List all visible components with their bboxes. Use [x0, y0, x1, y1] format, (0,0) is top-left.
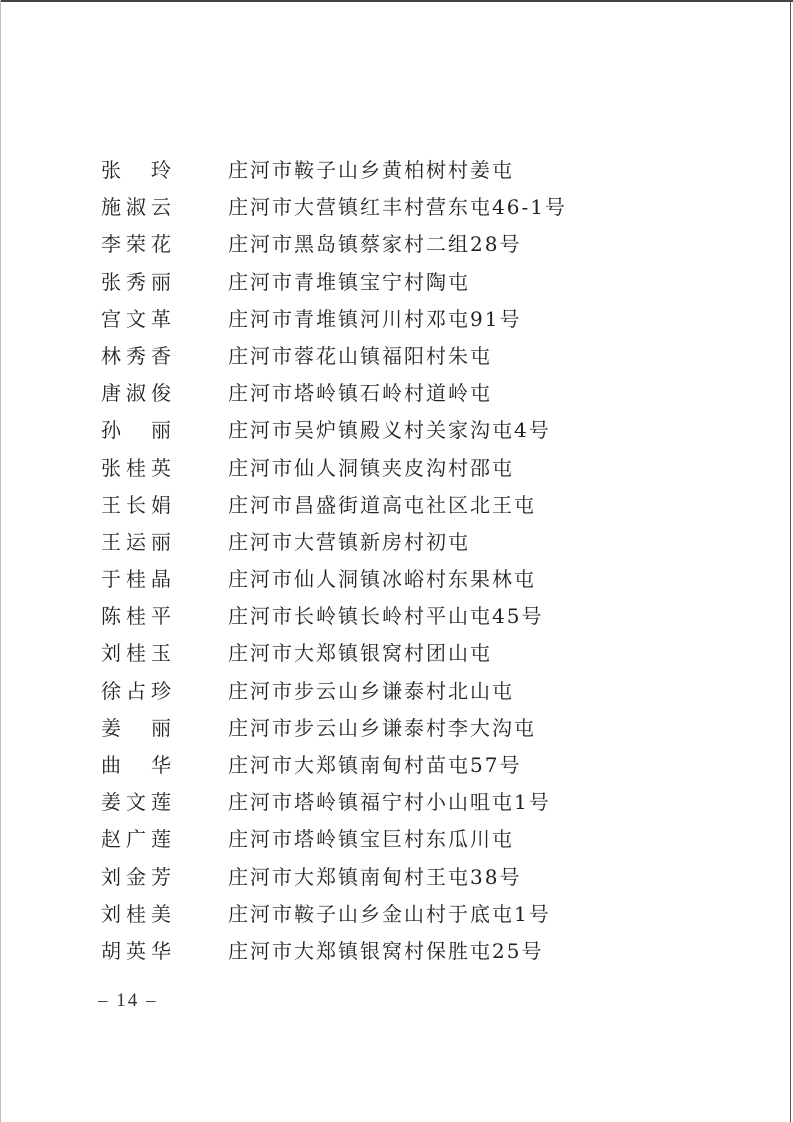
- list-item: [0, 635, 793, 672]
- list-item: [0, 859, 793, 896]
- person-name: 赵广莲: [101, 827, 171, 852]
- person-name: 王运丽: [101, 529, 171, 554]
- list-item: [0, 487, 793, 524]
- person-name: 刘桂美: [101, 901, 171, 926]
- list-item: [0, 301, 793, 338]
- list-item: [0, 226, 793, 263]
- person-address: 庄河市塔岭镇福宁村小山咀屯1号: [228, 790, 551, 815]
- person-name: 于桂晶: [101, 567, 171, 592]
- person-address: 庄河市仙人洞镇冰峪村东果林屯: [228, 567, 536, 592]
- person-address: 庄河市蓉花山镇福阳村朱屯: [228, 343, 492, 368]
- person-address: 庄河市大郑镇南甸村苗屯57号: [228, 753, 522, 777]
- person-name: 曲 华: [101, 753, 171, 777]
- list-item: [0, 933, 793, 970]
- person-name: 姜文莲: [101, 790, 171, 815]
- page-top-edge: [0, 0, 793, 2]
- person-name: 张 玲: [101, 158, 171, 182]
- list-item: [0, 747, 793, 784]
- list-item: [0, 524, 793, 561]
- person-address: 庄河市青堆镇宝宁村陶屯: [228, 269, 470, 294]
- person-address: 庄河市大郑镇银窝村保胜屯25号: [228, 938, 544, 963]
- person-address: 庄河市黑岛镇蔡家村二组28号: [228, 232, 522, 257]
- person-name: 胡英华: [101, 938, 171, 963]
- person-name: 孙 丽: [101, 418, 171, 443]
- list-item: [0, 189, 793, 226]
- person-name: 姜 丽: [101, 715, 171, 740]
- person-name: 施淑云: [101, 195, 171, 220]
- list-item: [0, 561, 793, 598]
- list-item: [0, 896, 793, 933]
- list-item: [0, 710, 793, 747]
- list-item: [0, 673, 793, 710]
- list-item: [0, 821, 793, 858]
- person-address: 庄河市吴炉镇殿义村关家沟屯4号: [228, 418, 551, 443]
- person-address: 庄河市青堆镇河川村邓屯91号: [228, 306, 522, 331]
- person-address: 庄河市长岭镇长岭村平山屯45号: [228, 604, 544, 629]
- person-address: 庄河市大营镇红丰村营东屯46-1号: [228, 195, 567, 220]
- person-address: 庄河市鞍子山乡金山村于底屯1号: [228, 901, 551, 926]
- list-item: [0, 412, 793, 449]
- person-address: 庄河市塔岭镇宝巨村东瓜川屯: [228, 827, 514, 852]
- person-name: 刘金芳: [101, 864, 171, 889]
- person-address: 庄河市塔岭镇石岭村道岭屯: [228, 381, 492, 406]
- person-name: 王长娟: [101, 492, 171, 517]
- person-name: 刘桂玉: [101, 641, 171, 666]
- person-name: 张桂英: [101, 455, 171, 480]
- name-address-list: [0, 152, 793, 970]
- person-name: 陈桂平: [101, 604, 171, 629]
- person-address: 庄河市大郑镇银窝村团山屯: [228, 641, 492, 666]
- list-item: [0, 264, 793, 301]
- person-name: 唐淑俊: [101, 381, 171, 406]
- person-name: 徐占珍: [101, 678, 171, 703]
- person-name: 林秀香: [101, 343, 171, 368]
- person-address: 庄河市仙人洞镇夹皮沟村邵屯: [228, 455, 514, 480]
- person-name: 宫文革: [101, 306, 171, 331]
- person-name: 李荣花: [101, 232, 171, 257]
- person-name: 张秀丽: [101, 269, 171, 294]
- person-address: 庄河市步云山乡谦泰村北山屯: [228, 678, 514, 703]
- list-item: [0, 450, 793, 487]
- list-item: [0, 152, 793, 189]
- list-item: [0, 338, 793, 375]
- person-address: 庄河市鞍子山乡黄柏树村姜屯: [228, 158, 514, 182]
- list-item: [0, 784, 793, 821]
- list-item: [0, 375, 793, 412]
- person-address: 庄河市步云山乡谦泰村李大沟屯: [228, 715, 536, 740]
- list-item: [0, 598, 793, 635]
- person-address: 庄河市昌盛街道高屯社区北王屯: [228, 492, 536, 517]
- person-address: 庄河市大郑镇南甸村王屯38号: [228, 864, 522, 889]
- person-address: 庄河市大营镇新房村初屯: [228, 529, 470, 554]
- page-number: – 14 –: [98, 990, 158, 1011]
